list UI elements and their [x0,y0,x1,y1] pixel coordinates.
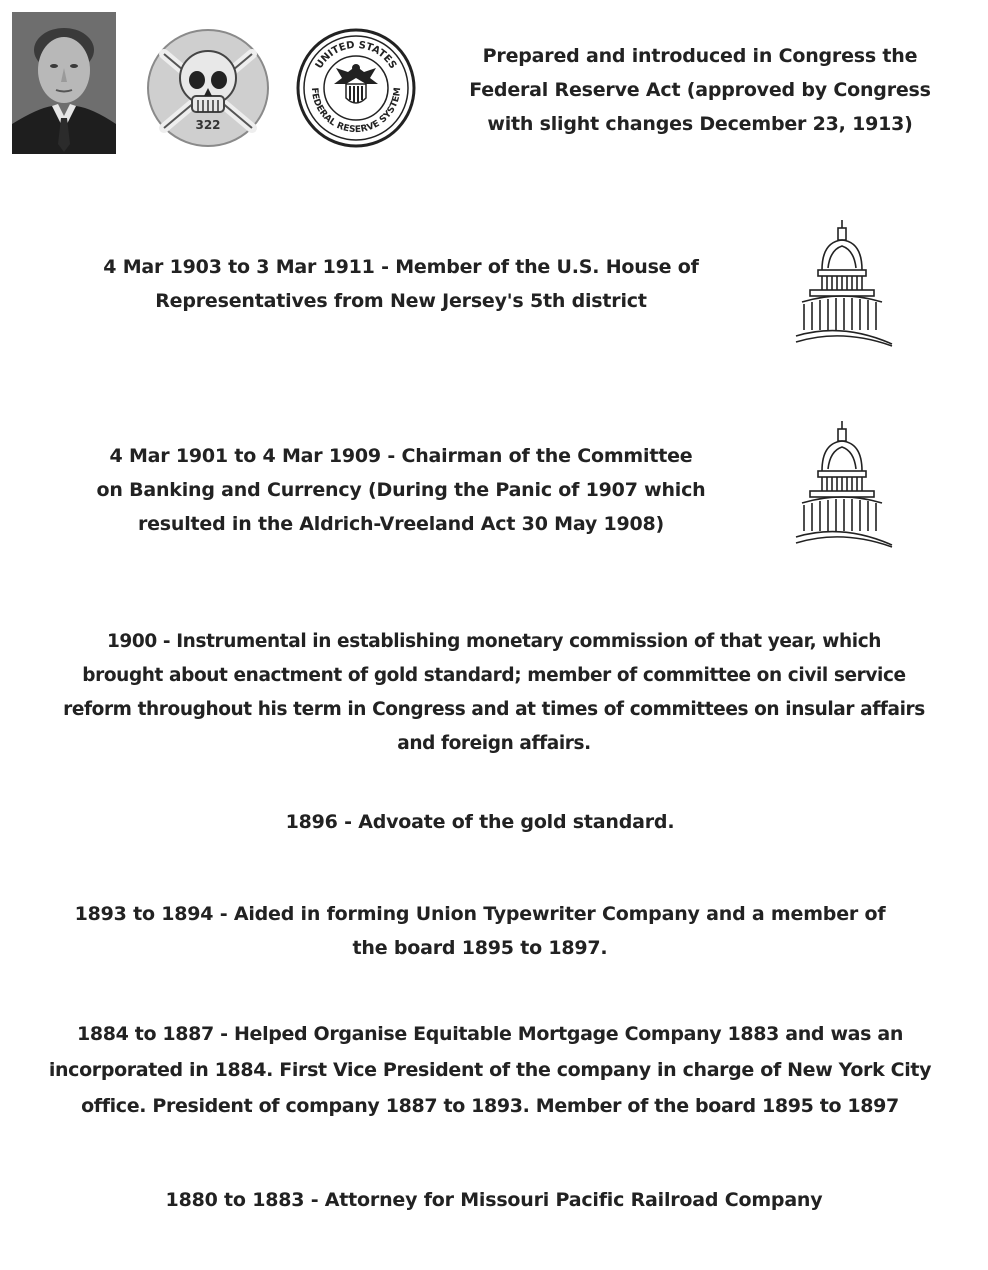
intro-line: with slight changes December 23, 1913) [487,113,913,135]
fed-seal-bottom-text: FEDERAL RESERVE SYSTEM [308,87,404,136]
fed-seal-top-text: UNITED STATES [313,39,399,71]
entry-line: 1893 to 1894 - Aided in forming Union Typewriter Company and a member of [74,903,886,925]
entry-line: 1884 to 1887 - Helped Organise Equitable Mortgage Company 1883 and was an [76,1023,903,1045]
entry-line: 1896 - Advoate of the gold standard. [285,811,675,833]
entry-line: 4 Mar 1901 to 4 Mar 1909 - Chairman of the Committee [109,445,693,467]
entry-line: resulted in the Aldrich-Vreeland Act 30 May 1908) [137,513,665,535]
portrait-icon [12,12,116,154]
entry-line: reform throughout his term in Congress and at times of committees on insular affairs [63,699,925,720]
entry-equitable-mortgage [0,1016,980,1124]
entry-line: the board 1895 to 1897. [352,937,608,959]
intro-line: Federal Reserve Act (approved by Congress [469,79,931,101]
intro-text [420,39,980,141]
entry-gold-standard [0,805,960,839]
entry-line: 4 Mar 1903 to 3 Mar 1911 - Member of the U.S. House of [103,256,699,278]
intro-line: Prepared and introduced in Congress the [482,45,918,67]
federal-reserve-seal [296,28,416,148]
entry-line: 1880 to 1883 - Attorney for Missouri Pacific Railroad Company [165,1189,823,1211]
entry-house-member [44,250,758,318]
entry-union-typewriter [0,897,960,965]
entry-line: 1900 - Instrumental in establishing monetary commission of that year, which [106,631,882,652]
capitol-dome-icon [792,218,898,348]
skull-seal-number: 322 [195,118,221,132]
entry-line: brought about enactment of gold standard; member of committee on civil service [82,665,906,686]
entry-line: office. President of company 1887 to 1893. Member of the board 1895 to 1897 [81,1095,899,1117]
entry-monetary-commission [0,625,988,761]
entry-line: incorporated in 1884. First Vice President of the company in charge of New York City [48,1059,932,1081]
portrait-photo [12,12,116,154]
entry-line: on Banking and Currency (During the Panic of 1907 which [96,479,706,501]
entry-missouri-pacific [0,1183,988,1217]
capitol-dome-icon [792,419,898,549]
entry-banking-chairman [44,439,758,541]
skull-and-bones-seal [146,28,270,148]
entry-line: Representatives from New Jersey's 5th district [155,290,647,312]
entry-line: and foreign affairs. [397,733,591,754]
